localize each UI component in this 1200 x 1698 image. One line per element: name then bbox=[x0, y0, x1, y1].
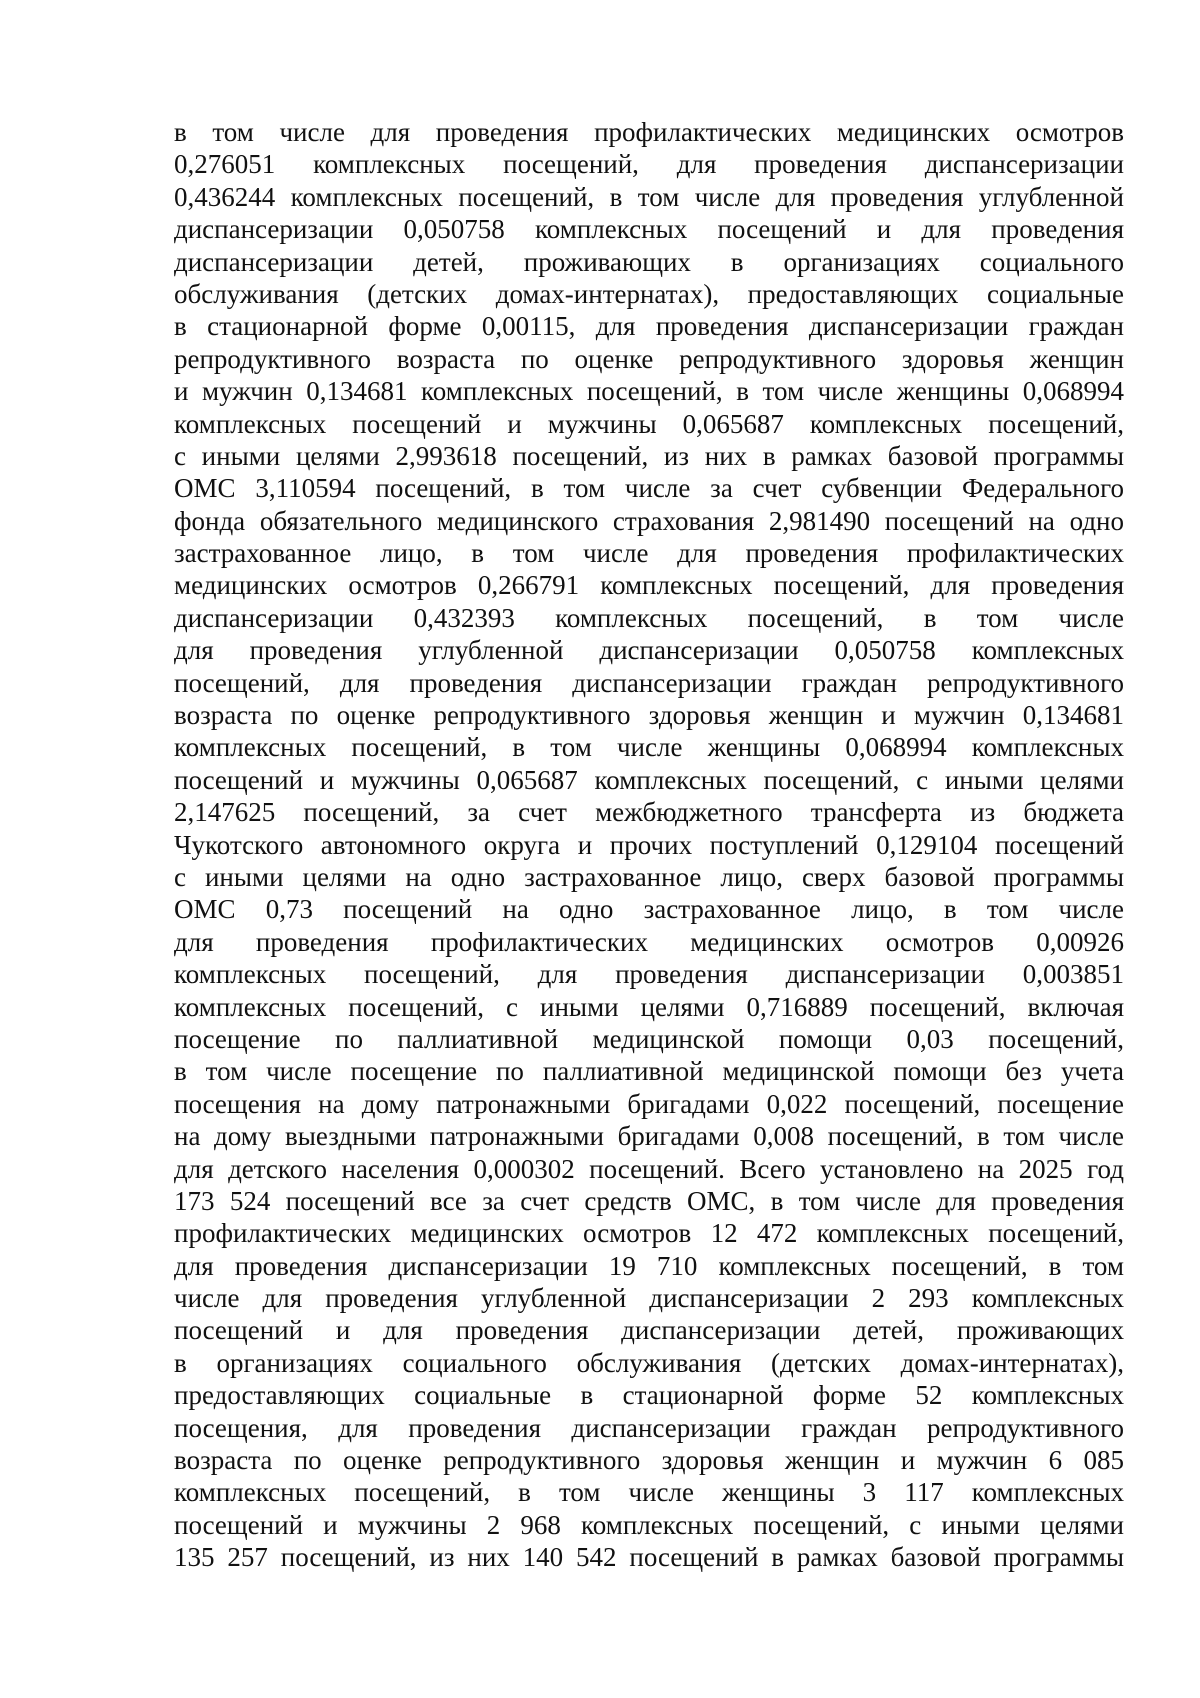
text-line: диспансеризации 0,432393 комплексных посещений, в том числе bbox=[174, 602, 1124, 633]
text-line: для проведения профилактических медицинских осмотров 0,00926 bbox=[174, 926, 1124, 957]
text-line: профилактических медицинских осмотров 12 472 комплексных посещений, bbox=[174, 1218, 1124, 1249]
text-line: ОМС 0,73 посещений на одно застрахованное лицо, в том числе bbox=[174, 894, 1124, 925]
text-line: возраста по оценке репродуктивного здоровья женщин и мужчин 6 085 bbox=[174, 1445, 1124, 1476]
text-line: посещения на дому патронажными бригадами 0,022 посещений, посещение bbox=[174, 1088, 1124, 1119]
text-line: комплексных посещений и мужчины 0,065687 комплексных посещений, bbox=[174, 408, 1124, 439]
text-line: застрахованное лицо, в том числе для проведения профилактических bbox=[174, 538, 1124, 569]
text-line: медицинских осмотров 0,266791 комплексных посещений, для проведения bbox=[174, 570, 1124, 601]
text-line: 2,147625 посещений, за счет межбюджетного трансферта из бюджета bbox=[174, 797, 1124, 828]
text-line: в стационарной форме 0,00115, для проведения диспансеризации граждан bbox=[174, 311, 1124, 342]
text-line: репродуктивного возраста по оценке репродуктивного здоровья женщин bbox=[174, 343, 1124, 374]
text-line: в организациях социального обслуживания (детских домах-интернатах), bbox=[174, 1347, 1124, 1378]
text-line: посещений и мужчины 2 968 комплексных посещений, с иными целями bbox=[174, 1509, 1124, 1540]
body-text bbox=[174, 116, 1124, 1574]
text-line: ОМС 3,110594 посещений, в том числе за счет субвенции Федерального bbox=[174, 473, 1124, 504]
text-line: и мужчин 0,134681 комплексных посещений, в том числе женщины 0,068994 bbox=[174, 376, 1124, 407]
text-line: фонда обязательного медицинского страхования 2,981490 посещений на одно bbox=[174, 505, 1124, 536]
text-line: в том числе для проведения профилактических медицинских осмотров bbox=[174, 117, 1124, 147]
text-line: числе для проведения углубленной диспансеризации 2 293 комплексных bbox=[174, 1283, 1124, 1314]
text-line: посещения, для проведения диспансеризации граждан репродуктивного bbox=[174, 1412, 1124, 1443]
text-line: 173 524 посещений все за счет средств ОМС, в том числе для проведения bbox=[174, 1185, 1124, 1216]
text-line: предоставляющих социальные в стационарной форме 52 комплексных bbox=[174, 1380, 1124, 1411]
text-line: комплексных посещений, с иными целями 0,716889 посещений, включая bbox=[174, 991, 1124, 1022]
text-line: комплексных посещений, для проведения диспансеризации 0,003851 bbox=[174, 959, 1124, 990]
text-line: с иными целями 2,993618 посещений, из них в рамках базовой программы bbox=[174, 440, 1124, 471]
text-line: комплексных посещений, в том числе женщины 0,068994 комплексных bbox=[174, 732, 1124, 763]
text-line: возраста по оценке репродуктивного здоровья женщин и мужчин 0,134681 bbox=[174, 700, 1124, 731]
text-line: для проведения углубленной диспансеризации 0,050758 комплексных bbox=[174, 635, 1124, 666]
text-line: в том числе посещение по паллиативной медицинской помощи без учета bbox=[174, 1056, 1124, 1087]
text-line: посещений, для проведения диспансеризации граждан репродуктивного bbox=[174, 667, 1124, 698]
text-line: 0,436244 комплексных посещений, в том числе для проведения углубленной bbox=[174, 181, 1124, 212]
text-line: комплексных посещений, в том числе женщины 3 117 комплексных bbox=[174, 1477, 1124, 1508]
text-line: для детского населения 0,000302 посещений. Всего установлено на 2025 год bbox=[174, 1153, 1124, 1184]
text-line: диспансеризации 0,050758 комплексных посещений и для проведения bbox=[174, 214, 1124, 245]
text-line: посещение по паллиативной медицинской помощи 0,03 посещений, bbox=[174, 1023, 1124, 1054]
text-line: для проведения диспансеризации 19 710 комплексных посещений, в том bbox=[174, 1250, 1124, 1281]
text-line: посещений и для проведения диспансеризации детей, проживающих bbox=[174, 1315, 1124, 1346]
text-line: 135 257 посещений, из них 140 542 посещений в рамках базовой программы bbox=[174, 1542, 1124, 1573]
text-line: с иными целями на одно застрахованное лицо, сверх базовой программы bbox=[174, 861, 1124, 892]
text-line: диспансеризации детей, проживающих в организациях социального bbox=[174, 246, 1124, 277]
text-line: обслуживания (детских домах-интернатах), предоставляющих социальные bbox=[174, 278, 1124, 309]
text-line: Чукотского автономного округа и прочих поступлений 0,129104 посещений bbox=[174, 829, 1124, 860]
text-line: 0,276051 комплексных посещений, для проведения диспансеризации bbox=[174, 149, 1124, 180]
text-line: посещений и мужчины 0,065687 комплексных посещений, с иными целями bbox=[174, 764, 1124, 795]
text-line: на дому выездными патронажными бригадами 0,008 посещений, в том числе bbox=[174, 1121, 1124, 1152]
